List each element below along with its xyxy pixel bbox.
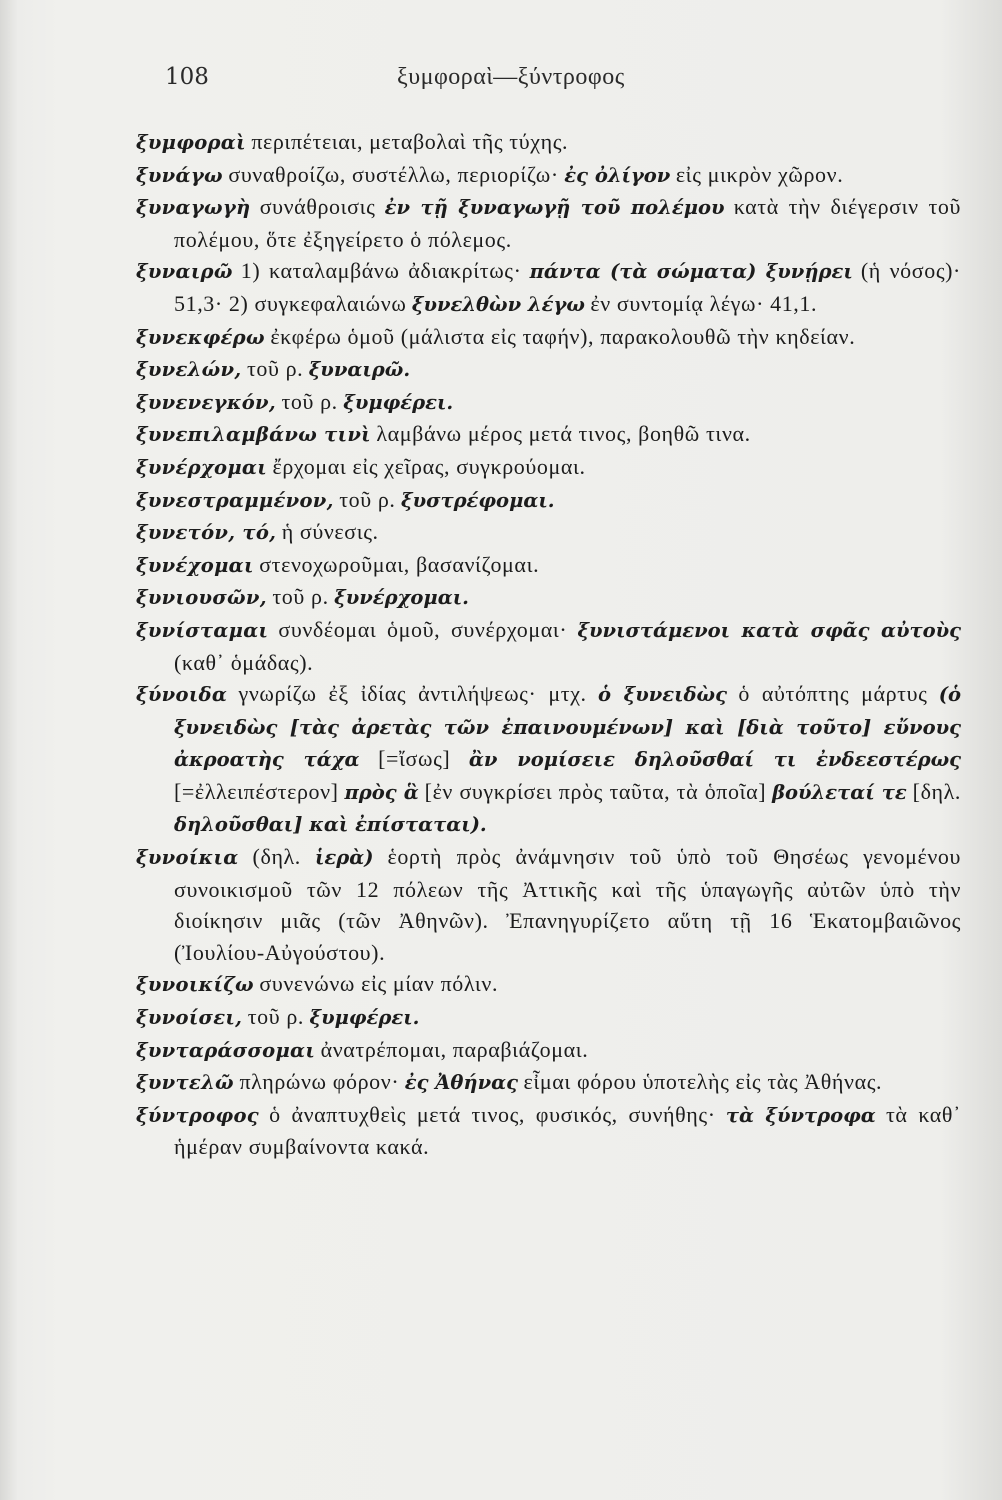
dictionary-entry — [136, 581, 961, 614]
entry-definition: λαμβάνω μέρος μετά τινος, βοηθῶ τινα. — [376, 421, 751, 447]
entry-headword: ξυνέρχομαι — [136, 455, 267, 479]
dictionary-entry — [136, 321, 961, 354]
entry-phrase: ἐς Ἀθήνας — [404, 1071, 519, 1095]
entry-headword: ξυνίσταμαι — [136, 618, 269, 642]
dictionary-entry — [136, 678, 961, 841]
entry-phrase: πάντα (τὰ σώματα) ξυνῄρει — [529, 260, 853, 284]
entry-phrase: ξυνέρχομαι. — [334, 586, 469, 610]
entry-definition: ἑορτὴ πρὸς ἀνάμνησιν τοῦ ὑπὸ τοῦ Θησέως γενομένου συνοικισμοῦ τῶν 12 πόλεων τῆς Ἀττικῆς καὶ τῆς ὑπαγωγῆς αὐτῶν ὑπὸ τὴν διοίκησιν μιᾶς (τῶν Ἀθηνῶν). Ἐπανηγυρίζετο αὕτη τῇ 16 Ἑκατομβαιῶνος (Ἰουλίου-Αὐγούστου). — [174, 844, 961, 965]
entry-definition: τοῦ ρ. — [246, 356, 304, 382]
entry-definition: ἀνατρέπομαι, παραβιάζομαι. — [320, 1036, 589, 1062]
entry-definition: (ἡ νόσος)· 51,3· 2) συγκεφαλαιώνω — [174, 258, 961, 316]
entry-definition: ἔρχομαι εἰς χεῖρας, συγκρούομαι. — [272, 453, 586, 479]
entry-phrase: ξυνελθὼν λέγω — [411, 292, 585, 316]
entry-headword: ξυνάγω — [136, 163, 223, 187]
entry-headword: ξυνταράσσομαι — [136, 1038, 316, 1062]
dictionary-entry — [136, 418, 961, 451]
dictionary-entry — [136, 1001, 961, 1034]
entry-definition: πληρώνω φόρον· — [239, 1069, 400, 1095]
entry-headword: ξυνεκφέρω — [136, 325, 265, 349]
dictionary-entry — [136, 386, 961, 419]
entry-definition: στενοχωροῦμαι, βασανίζομαι. — [259, 551, 540, 577]
entry-definition: (καθ᾽ ὁμάδας). — [174, 649, 314, 675]
entry-phrase: ἱερὰ) — [314, 846, 374, 870]
entry-definition: εἰς μικρὸν χῶρον. — [675, 161, 844, 187]
entry-headword: ξυνενεγκόν, — [136, 390, 276, 414]
entry-headword: ξυνοικίζω — [136, 973, 254, 997]
entry-headword: ξυναγωγὴ — [136, 196, 251, 220]
entry-definition: τοῦ ρ. — [339, 486, 396, 512]
entry-headword: ξυνελών, — [136, 358, 242, 382]
entry-definition: [ἐν συγκρίσει πρὸς ταῦτα, τὰ ὁποῖα] — [424, 778, 767, 804]
entry-definition: ἡ σύνεσις. — [281, 519, 379, 545]
entry-definition: συναθροίζω, συστέλλω, περιορίζω· — [228, 161, 559, 187]
entry-phrase: ἐν τῇ ξυναγωγῇ τοῦ πολέμου — [384, 196, 725, 220]
page-number: 108 — [165, 64, 209, 90]
running-title: ξυμφοραὶ—ξύντροφος — [397, 64, 625, 90]
entry-headword: ξυμφοραὶ — [136, 131, 246, 154]
entry-definition: [=ἴσως] — [378, 746, 451, 772]
dictionary-entry — [136, 1066, 961, 1099]
entry-headword: ξυνεστραμμένον, — [136, 488, 334, 512]
entry-headword: ξυνιουσῶν, — [136, 586, 267, 610]
entry-headword: ξυνέχομαι — [136, 553, 254, 577]
dictionary-entry — [136, 614, 961, 678]
dictionary-entry — [136, 126, 961, 159]
dictionary-entry — [136, 451, 961, 484]
entry-definition: συνενώνω εἰς μίαν πόλιν. — [259, 971, 499, 997]
page-header — [165, 64, 955, 94]
entry-definition: γνωρίζω ἐξ ἰδίας ἀντιλήψεως· μτχ. — [238, 681, 587, 707]
entry-headword: ξύντροφος — [136, 1103, 259, 1127]
entry-phrase: βούλεταί τε — [772, 780, 907, 804]
entry-definition: συνάθροισις — [259, 194, 376, 220]
entry-definition: ἐν συντομίᾳ λέγω· 41,1. — [590, 290, 818, 316]
entry-headword: ξυνεπιλαμβάνω τινὶ — [136, 423, 371, 447]
entry-headword: ξυνοίσει, — [136, 1006, 243, 1030]
dictionary-entries — [136, 126, 961, 1163]
entry-definition: [=ἐλλειπέστερον] — [174, 778, 339, 804]
dictionary-entry — [136, 1099, 961, 1163]
entry-definition: τοῦ ρ. — [281, 388, 338, 414]
entry-definition: τοῦ ρ. — [272, 584, 329, 610]
entry-headword: ξυνοίκια — [136, 846, 239, 870]
entry-phrase: πρὸς ἃ — [344, 780, 419, 804]
entry-phrase: ξυνιστάμενοι κατὰ σφᾶς αὐτοὺς — [577, 618, 962, 642]
entry-headword: ξυντελῶ — [136, 1071, 234, 1095]
entry-definition: περιπέτειαι, μεταβολαὶ τῆς τύχης. — [251, 129, 569, 154]
entry-phrase: ξυναιρῶ. — [308, 358, 411, 382]
entry-definition: (δηλ. — [252, 844, 301, 870]
entry-definition: κατὰ τὴν διέγερσιν τοῦ πολέμου, ὅτε ἐξηγείρετο ὁ πόλεμος. — [174, 194, 962, 252]
entry-phrase: (ὁ ξυνειδὼς [τὰς ἀρετὰς τῶν ἐπαινουμένων] καὶ [διὰ τοῦτο] εὔνους ἀκροατὴς τάχα — [174, 683, 961, 772]
dictionary-entry — [136, 484, 961, 517]
entry-definition: ὁ ἀναπτυχθεὶς μετά τινος, φυσικός, συνήθης· — [269, 1101, 716, 1127]
dictionary-entry — [136, 549, 961, 582]
dictionary-entry — [136, 1034, 961, 1067]
dictionary-entry — [136, 841, 961, 968]
entry-definition: 1) καταλαμβάνω ἀδιακρίτως· — [240, 258, 522, 284]
entry-phrase: ὁ ξυνειδὼς — [598, 683, 728, 707]
entry-phrase: ξυμφέρει. — [309, 1006, 420, 1030]
entry-headword: ξυναιρῶ — [136, 260, 233, 284]
entry-phrase: ξυστρέφομαι. — [401, 488, 555, 512]
entry-phrase: ξυμφέρει. — [343, 390, 454, 414]
dictionary-entry — [136, 353, 961, 386]
entry-phrase: ἂν νομίσειε δηλοῦσθαί τι ἐνδεεστέρως — [468, 748, 962, 772]
entry-phrase: δηλοῦσθαι] καὶ ἐπίσταται). — [174, 813, 487, 837]
entry-definition: τὰ καθ᾽ ἡμέραν συμβαίνοντα κακά. — [174, 1101, 962, 1160]
entry-headword: ξύνοιδα — [136, 683, 228, 707]
entry-definition: τοῦ ρ. — [247, 1004, 305, 1030]
entry-definition: εἶμαι φόρου ὑποτελὴς εἰς τὰς Ἀθήνας. — [523, 1069, 883, 1095]
dictionary-entry — [136, 191, 961, 255]
entry-phrase: ἐς ὀλίγον — [564, 163, 671, 187]
entry-definition: ἐκφέρω ὁμοῦ (μάλιστα εἰς ταφήν), παρακολουθῶ τὴν κηδείαν. — [270, 323, 856, 349]
dictionary-entry — [136, 159, 961, 192]
entry-definition: [δηλ. — [912, 778, 962, 804]
entry-phrase: τὰ ξύντροφα — [725, 1103, 876, 1127]
dictionary-entry — [136, 968, 961, 1001]
dictionary-entry — [136, 255, 961, 320]
dictionary-entry — [136, 516, 961, 549]
entry-definition: ὁ αὐτόπτης μάρτυς — [738, 681, 928, 707]
entry-definition: συνδέομαι ὁμοῦ, συνέρχομαι· — [278, 616, 568, 642]
entry-headword: ξυνετόν, τό, — [136, 521, 277, 545]
